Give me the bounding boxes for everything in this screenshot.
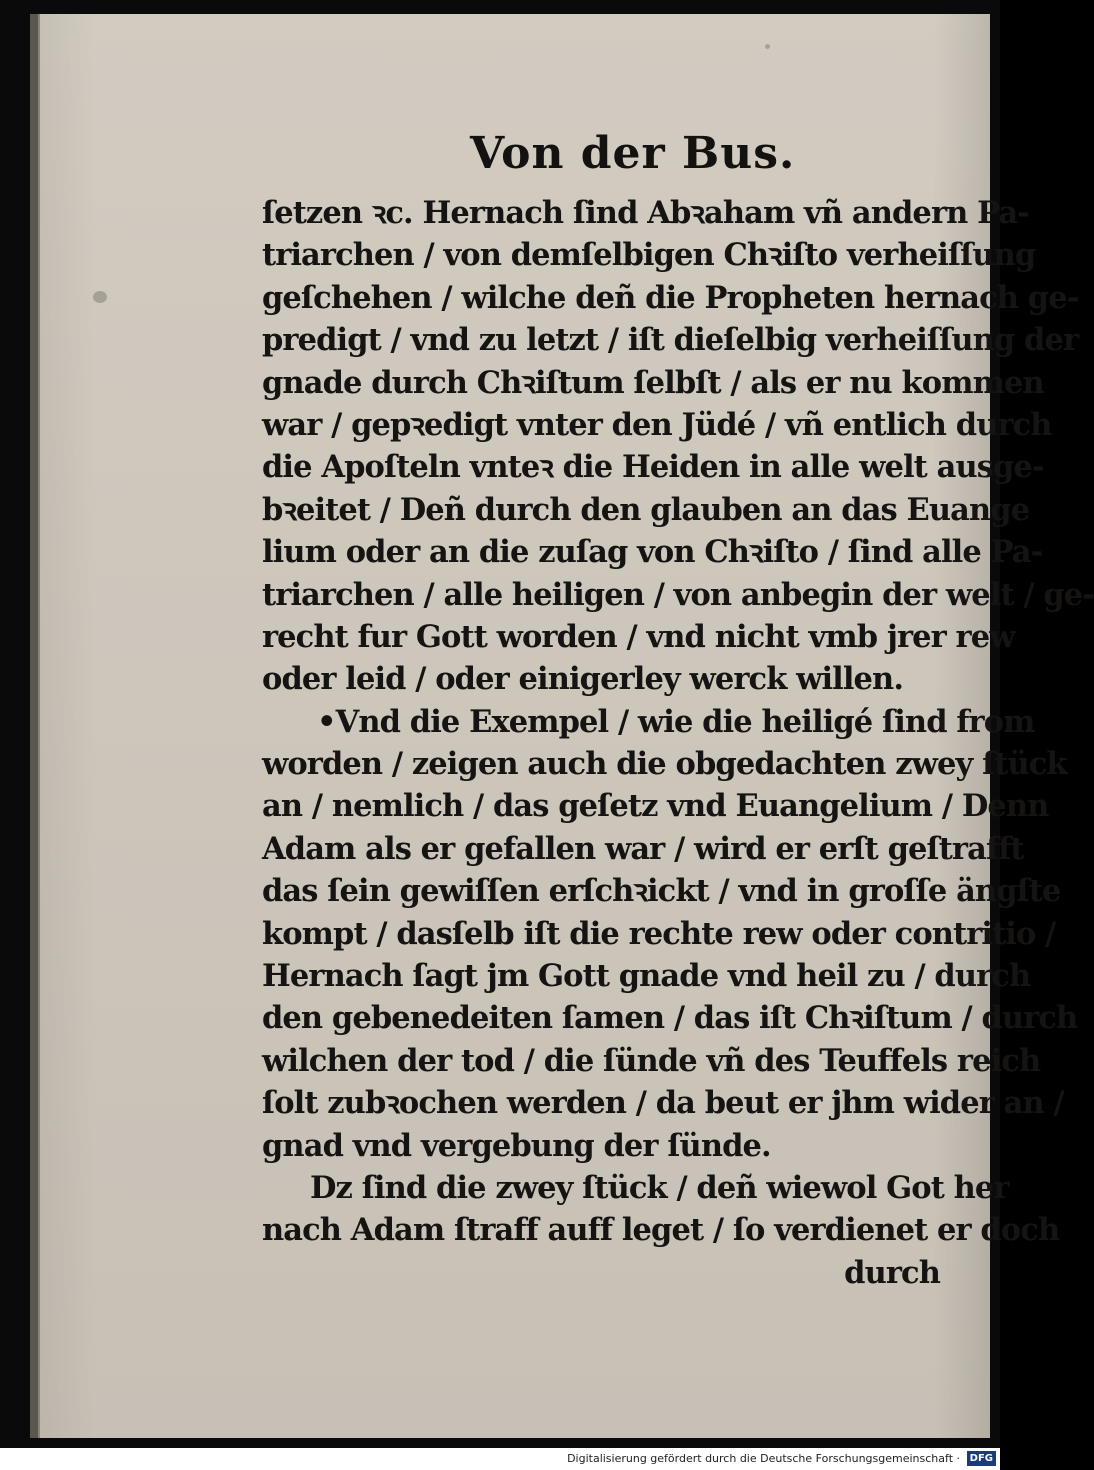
text-line: triarchen / von demſelbigen Chꝛiſto verheiſſung <box>262 237 1036 274</box>
paragraph-start-line: Dz ſind die zwey ſtück / deñ wiewol Got her <box>310 1169 1009 1206</box>
text-line: ſetzen ꝛc. Hernach ſind Abꝛaham vñ andern Pa- <box>262 195 1029 231</box>
text-line: war / gepꝛedigt vnter den Jüdé / vñ entlich durch <box>262 406 1052 443</box>
text-line: bꝛeitet / Deñ durch den glauben an das Euange <box>262 491 1030 528</box>
page-stain <box>765 44 770 49</box>
text-line: Hernach ſagt jm Gott gnade vnd heil zu / durch <box>262 958 1031 995</box>
text-line: geſchehen / wilche deñ die Propheten hernach ge- <box>262 279 1079 316</box>
text-line: an / nemlich / das geſetz vnd Euangelium / Denn <box>262 788 1049 825</box>
text-line: oder leid / oder einigerley werck willen. <box>262 661 904 698</box>
catchword: durch <box>844 1254 940 1291</box>
text-line: worden / zeigen auch die obgedachten zwey ſtück <box>262 746 1067 783</box>
text-line: die Apoſteln vnteꝛ die Heiden in alle welt ausge- <box>262 449 1044 486</box>
text-line: wilchen der tod / die ſünde vñ des Teuffels reich <box>262 1042 1041 1079</box>
text-line: triarchen / alle heiligen / von anbegin der welt / ge- <box>262 576 1094 613</box>
text-line: das ſein gewiſſen erſchꝛickt / vnd in groſſe ängſte <box>262 873 1061 910</box>
text-line: ſolt zubꝛochen werden / da beut er jhm wider an / <box>262 1085 1064 1122</box>
body-text <box>262 192 1094 1294</box>
text-line: gnade durch Chꝛiſtum ſelbſt / als er nu kommen <box>262 364 1044 401</box>
text-line: gnad vnd vergebung der ſünde. <box>262 1127 771 1164</box>
text-line: den gebenedeiten ſamen / das iſt Chꝛiſtum / durch <box>262 1000 1078 1037</box>
text-line: predigt / vnd zu letzt / iſt dieſelbig verheiſſung der <box>262 322 1079 359</box>
text-line: nach Adam ſtraff auff leget / ſo verdienet er doch <box>262 1212 1060 1249</box>
paragraph-start-line: •Vnd die Exempel / wie die heiligé ſind from <box>317 703 1035 740</box>
page-gutter <box>30 14 38 1438</box>
page-stain <box>93 291 107 303</box>
text-line: recht fur Gott worden / vnd nicht vmb jrer rew <box>262 618 1015 655</box>
funding-credit: Digitalisierung gefördert durch die Deutsche Forschungsgemeinschaft · <box>567 1452 960 1465</box>
page-heading: Von der Bus. <box>470 128 796 179</box>
text-line: lium oder an die zuſag von Chꝛiſto / ſind alle Pa- <box>262 534 1043 571</box>
footer-bar <box>0 1448 1000 1470</box>
text-line: Adam als er gefallen war / wird er erſt geſtrafft <box>262 830 1024 867</box>
text-line: kompt / dasſelb iſt die rechte rew oder contritio / <box>262 915 1056 952</box>
dfg-logo: DFG <box>967 1451 996 1466</box>
